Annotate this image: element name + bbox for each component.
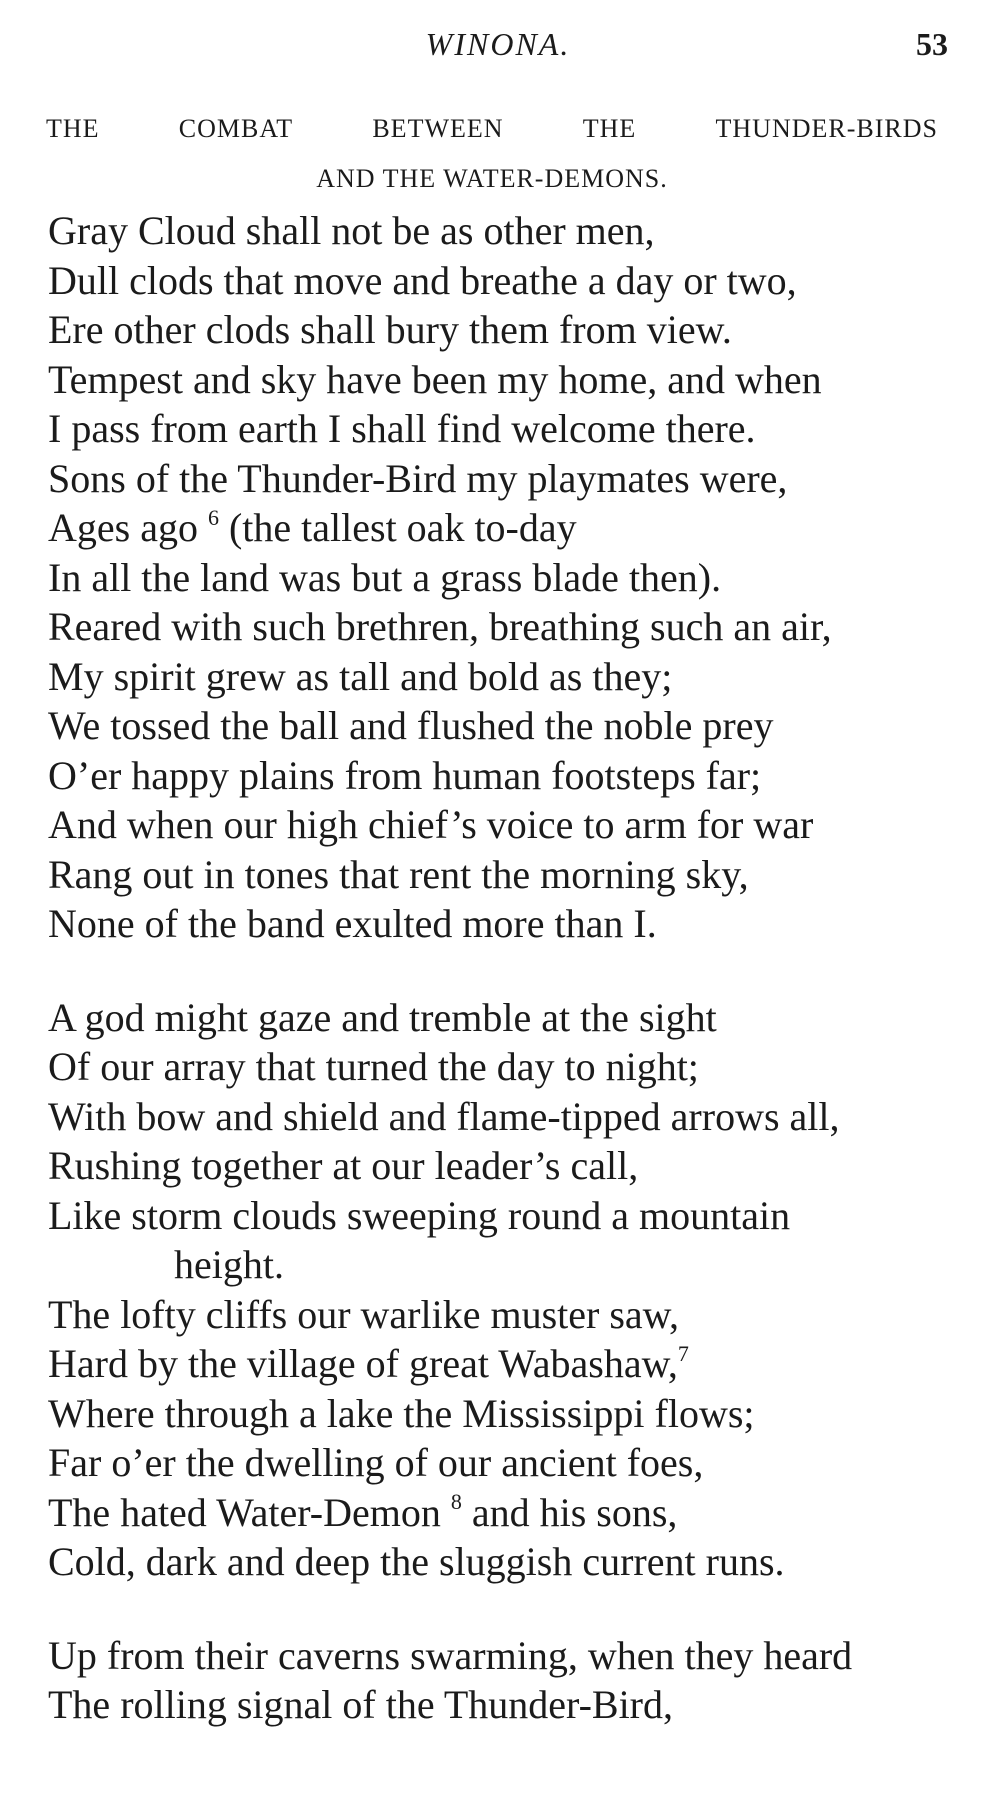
poem-line: Gray Cloud shall not be as other men, [48, 208, 655, 253]
poem-line: The rolling signal of the Thunder-Bird, [48, 1682, 673, 1727]
page-number: 53 [916, 26, 948, 62]
heading-word: THE [582, 114, 637, 143]
section-heading [46, 104, 938, 204]
poem-line: O’er happy plains from human footsteps far; [48, 752, 762, 798]
stanza-3 [48, 1631, 958, 1730]
poem-body [48, 206, 958, 1730]
poem-line: Tempest and sky have been my home, and when [48, 356, 822, 402]
poem-line: Reared with such brethren, breathing such an air, [48, 604, 832, 649]
poem-line: The lofty cliffs our warlike muster saw, [48, 1291, 679, 1337]
footnote-mark: 6 [207, 504, 219, 530]
running-title: WINONA. [425, 26, 571, 62]
poem-line: Cold, dark and deep the sluggish current runs. [48, 1539, 785, 1584]
stanza-2 [48, 993, 958, 1587]
line-text: and his sons, [471, 1489, 678, 1535]
poem-line: Of our array that turned the day to night; [48, 1044, 699, 1089]
footnote-mark: 8 [450, 1489, 462, 1515]
line-text: The hated Water-Demon [48, 1489, 441, 1535]
poem-line: Rushing together at our leader’s call, [48, 1143, 639, 1188]
poem-line: And when our high chief’s voice to arm for war [48, 802, 814, 847]
poem-line: We tossed the ball and flushed the noble prey [48, 703, 774, 748]
running-header [48, 26, 948, 70]
poem-line: With bow and shield and flame-tipped arrows all, [48, 1093, 840, 1139]
heading-word: THE [46, 114, 100, 143]
line-text: Hard by the village of great Wabashaw, [48, 1341, 678, 1386]
poem-line [48, 1488, 958, 1538]
heading-line-1 [46, 104, 938, 154]
line-text: Ages ago [48, 505, 198, 550]
poem-line: In all the land was but a grass blade then). [48, 554, 722, 600]
poem-line: A god might gaze and tremble at the sight [48, 994, 717, 1040]
poem-line: I pass from earth I shall find welcome there. [48, 406, 756, 451]
poem-line: Sons of the Thunder-Bird my playmates were, [48, 455, 788, 501]
footnote-mark: 7 [677, 1340, 689, 1366]
heading-word: BETWEEN [372, 114, 504, 143]
heading-word: THUNDER-BIRDS [715, 114, 938, 143]
stanza-1 [48, 206, 958, 949]
poem-line: Rang out in tones that rent the morning sky, [48, 851, 749, 897]
poem-line [48, 1339, 958, 1389]
heading-word: COMBAT [178, 114, 294, 143]
heading-line-2: AND THE WATER-DEMONS. [316, 164, 668, 193]
poem-line: Ere other clods shall bury them from view. [48, 307, 732, 352]
poem-line: Dull clods that move and breathe a day or two, [48, 257, 797, 303]
poem-line: None of the band exulted more than I. [48, 901, 657, 946]
poem-line: Like storm clouds sweeping round a mountain [48, 1192, 791, 1238]
poem-line: Where through a lake the Mississippi flows; [48, 1390, 755, 1436]
poem-line [48, 503, 958, 553]
poem-line: Far o’er the dwelling of our ancient foes, [48, 1440, 704, 1485]
poem-line-turnover: height. [174, 1242, 284, 1287]
line-text: (the tallest oak to-day [228, 505, 577, 550]
poem-line: Up from their caverns swarming, when they heard [48, 1632, 853, 1678]
poem-line: My spirit grew as tall and bold as they; [48, 653, 673, 699]
